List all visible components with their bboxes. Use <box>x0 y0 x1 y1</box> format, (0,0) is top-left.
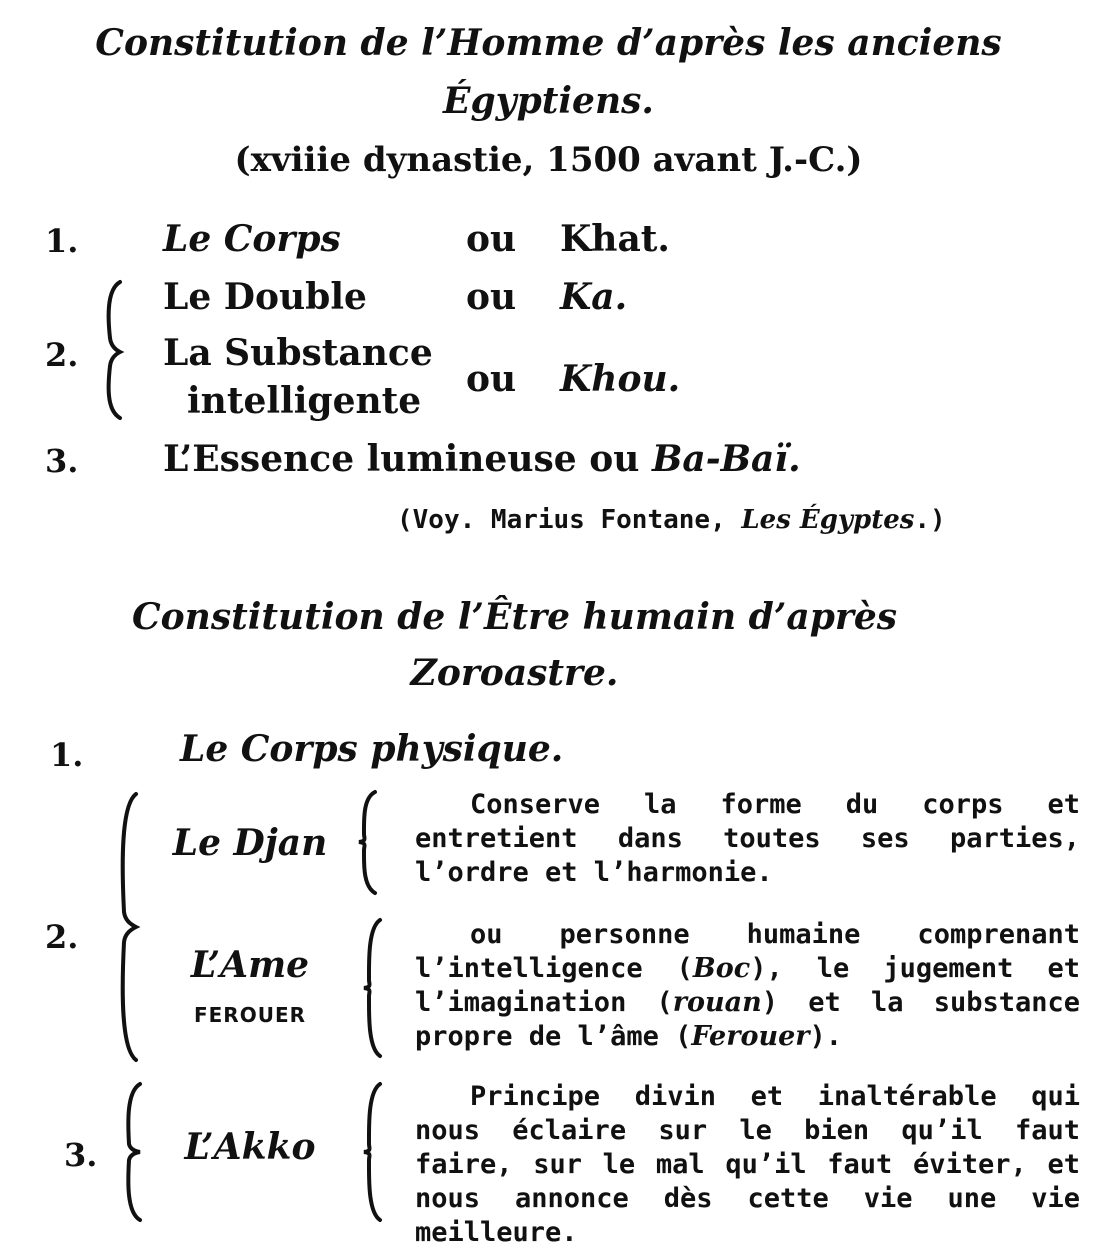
ame-brace <box>360 918 384 1058</box>
ame-text-ferouer: Ferouer <box>691 1021 810 1052</box>
ame-text-2: ), le jugement et l’imagination ( <box>415 953 1080 1018</box>
zoroastre-item-1-number: 1. <box>50 736 84 774</box>
djan-label: Le Djan <box>172 822 328 864</box>
egypt-item-3-name: Ba-Baï. <box>651 438 801 480</box>
ame-label: L’Ame <box>190 944 310 986</box>
akko-description-text: Principe divin et inaltérable qui nous éclaire sur le bien qu’il faut faire, sur le mal qu’il faut éviter, et nous annonce dès cette vie une vie meilleure. <box>415 1081 1080 1248</box>
akko-label: L’Akko <box>184 1126 316 1168</box>
ame-text-rouan: rouan <box>672 987 762 1018</box>
zoroastre-item-1-label: Le Corps physique. <box>180 728 564 770</box>
egypt-item-3-number: 3. <box>45 442 79 480</box>
djan-description-text: Conserve la forme du corps et entretient dans toutes ses parties, l’ordre et l’harmonie. <box>415 789 1080 888</box>
zoroastre-item-3-number: 3. <box>64 1136 98 1174</box>
djan-brace <box>355 790 379 895</box>
egypt-brace <box>98 280 128 420</box>
akko-brace <box>360 1082 384 1222</box>
zoroastre-item-2-number: 2. <box>45 918 79 956</box>
egypt-item-3-text: L’Essence lumineuse ou <box>163 438 640 480</box>
akko-description <box>415 1080 1080 1250</box>
zoroastre-title-line2: Zoroastre. <box>410 652 619 694</box>
zoroastre-item-2-brace <box>112 792 142 1062</box>
egypt-item-2b-name: Khou. <box>560 358 681 400</box>
ame-text-4: ). <box>809 1021 842 1052</box>
egypt-item-2-number: 2. <box>45 336 79 374</box>
egypt-item-2a-term: Le Double <box>163 276 367 318</box>
citation-work: Les Égyptes <box>741 505 915 535</box>
egypt-item-2b-term-line2: intelligente <box>187 380 422 422</box>
ame-sublabel: FEROUER <box>193 1003 307 1027</box>
egypt-title-line1: Constitution de l’Homme d’après les anciens <box>95 22 1002 64</box>
egypt-subtitle: (xviiie dynastie, 1500 avant J.-C.) <box>234 140 863 180</box>
egypt-citation <box>397 505 946 535</box>
ame-description <box>415 918 1080 1054</box>
egypt-item-2a-ou: ou <box>466 276 517 318</box>
egypt-item-2a-name: Ka. <box>560 276 628 318</box>
djan-description <box>415 788 1080 890</box>
egypt-item-2b-ou: ou <box>466 358 517 400</box>
egypt-item-1-term: Le Corps <box>163 218 341 260</box>
zoroastre-title-line1: Constitution de l’Être humain d’après <box>131 596 898 638</box>
ame-text-1: ou personne humaine comprenant l’intelligence ( <box>415 919 1080 984</box>
egypt-item-1-ou: ou <box>466 218 517 260</box>
egypt-item-2b-term-line1: La Substance <box>163 332 433 374</box>
egypt-title-line2: Égyptiens. <box>443 80 654 122</box>
ame-text-3: ) et la substance propre de l’âme ( <box>415 987 1080 1052</box>
egypt-item-1-number: 1. <box>45 222 79 260</box>
ame-text-boc: Boc <box>692 953 751 984</box>
citation-prefix: (Voy. Marius Fontane, <box>397 505 726 535</box>
egypt-item-1-name: Khat. <box>560 218 670 260</box>
citation-suffix: .) <box>914 505 946 535</box>
egypt-item-3-line <box>163 438 801 480</box>
